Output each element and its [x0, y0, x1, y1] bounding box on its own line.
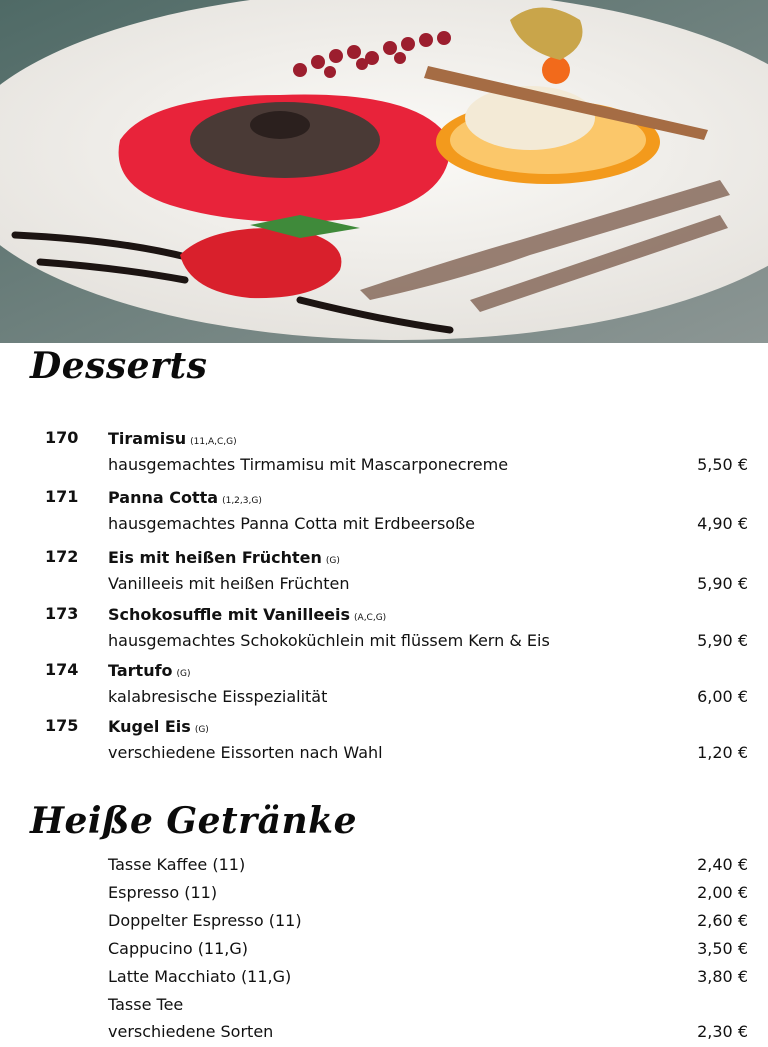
drink-name: Espresso (11) — [108, 883, 218, 902]
item-number: 172 — [45, 547, 79, 566]
item-name-text: Tartufo — [108, 661, 173, 680]
item-price: 5,90 € — [697, 574, 748, 593]
drink-name: Tasse Tee — [108, 995, 184, 1014]
item-name — [108, 661, 191, 680]
item-name-text: Tiramisu — [108, 429, 187, 448]
dessert-plate-illustration — [0, 0, 768, 343]
drink-item — [0, 967, 768, 991]
item-number: 171 — [45, 487, 79, 506]
item-price: 5,50 € — [697, 455, 748, 474]
drink-price: 2,60 € — [697, 911, 748, 930]
item-price: 6,00 € — [697, 687, 748, 706]
item-allergens: (G) — [176, 669, 191, 679]
item-description: kalabresische Eisspezialität — [108, 687, 328, 706]
drink-price: 3,80 € — [697, 967, 748, 986]
drink-name: Tasse Kaffee (11) — [108, 855, 246, 874]
item-name-text: Eis mit heißen Früchten — [108, 548, 322, 567]
menu-item — [0, 716, 768, 772]
item-allergens: (G) — [325, 556, 340, 566]
item-price: 4,90 € — [697, 514, 748, 533]
drink-item — [0, 883, 768, 907]
item-description: hausgemachtes Tirmamisu mit Mascarponecreme — [108, 455, 509, 474]
item-description: hausgemachtes Panna Cotta mit Erdbeersoße — [108, 514, 476, 533]
item-description: Vanilleeis mit heißen Früchten — [108, 574, 350, 593]
menu-item — [0, 428, 768, 484]
drink-item — [0, 939, 768, 963]
item-description: verschiedene Eissorten nach Wahl — [108, 743, 383, 762]
item-name-text: Schokosuffle mit Vanilleeis — [108, 605, 351, 624]
item-price: 1,20 € — [697, 743, 748, 762]
menu-item — [0, 487, 768, 543]
item-allergens: (1,2,3,G) — [222, 496, 262, 506]
item-allergens: (A,C,G) — [354, 613, 387, 623]
drink-item — [0, 995, 768, 1019]
item-number: 175 — [45, 716, 79, 735]
item-description: hausgemachtes Schokoküchlein mit flüssem Kern & Eis — [108, 631, 550, 650]
menu-item — [0, 604, 768, 660]
drink-name: Cappucino (11,G) — [108, 939, 249, 958]
item-number: 170 — [45, 428, 79, 447]
menu-item — [0, 660, 768, 716]
drink-name: Latte Macchiato (11,G) — [108, 967, 292, 986]
item-name-text: Panna Cotta — [108, 488, 219, 507]
drink-price: 2,00 € — [697, 883, 748, 902]
item-name — [108, 605, 386, 624]
item-allergens: (G) — [194, 725, 209, 735]
tea-price: 2,30 € — [697, 1022, 748, 1041]
item-name-text: Kugel Eis — [108, 717, 191, 736]
drink-price: 2,40 € — [697, 855, 748, 874]
item-number: 174 — [45, 660, 79, 679]
drink-price: 3,50 € — [697, 939, 748, 958]
item-name — [108, 717, 209, 736]
item-allergens: (11,A,C,G) — [190, 437, 237, 447]
menu-item — [0, 547, 768, 603]
item-number: 173 — [45, 604, 79, 623]
drink-name: Doppelter Espresso (11) — [108, 911, 302, 930]
item-name — [108, 429, 237, 448]
drink-item — [0, 911, 768, 935]
item-name — [108, 548, 340, 567]
item-name — [108, 488, 262, 507]
section-title-desserts: Desserts — [30, 345, 208, 387]
tea-description: verschiedene Sorten — [108, 1022, 274, 1041]
item-price: 5,90 € — [697, 631, 748, 650]
dessert-photo — [0, 0, 768, 343]
section-title-hot-drinks: Heiße Getränke — [30, 800, 357, 842]
drink-item — [0, 855, 768, 879]
